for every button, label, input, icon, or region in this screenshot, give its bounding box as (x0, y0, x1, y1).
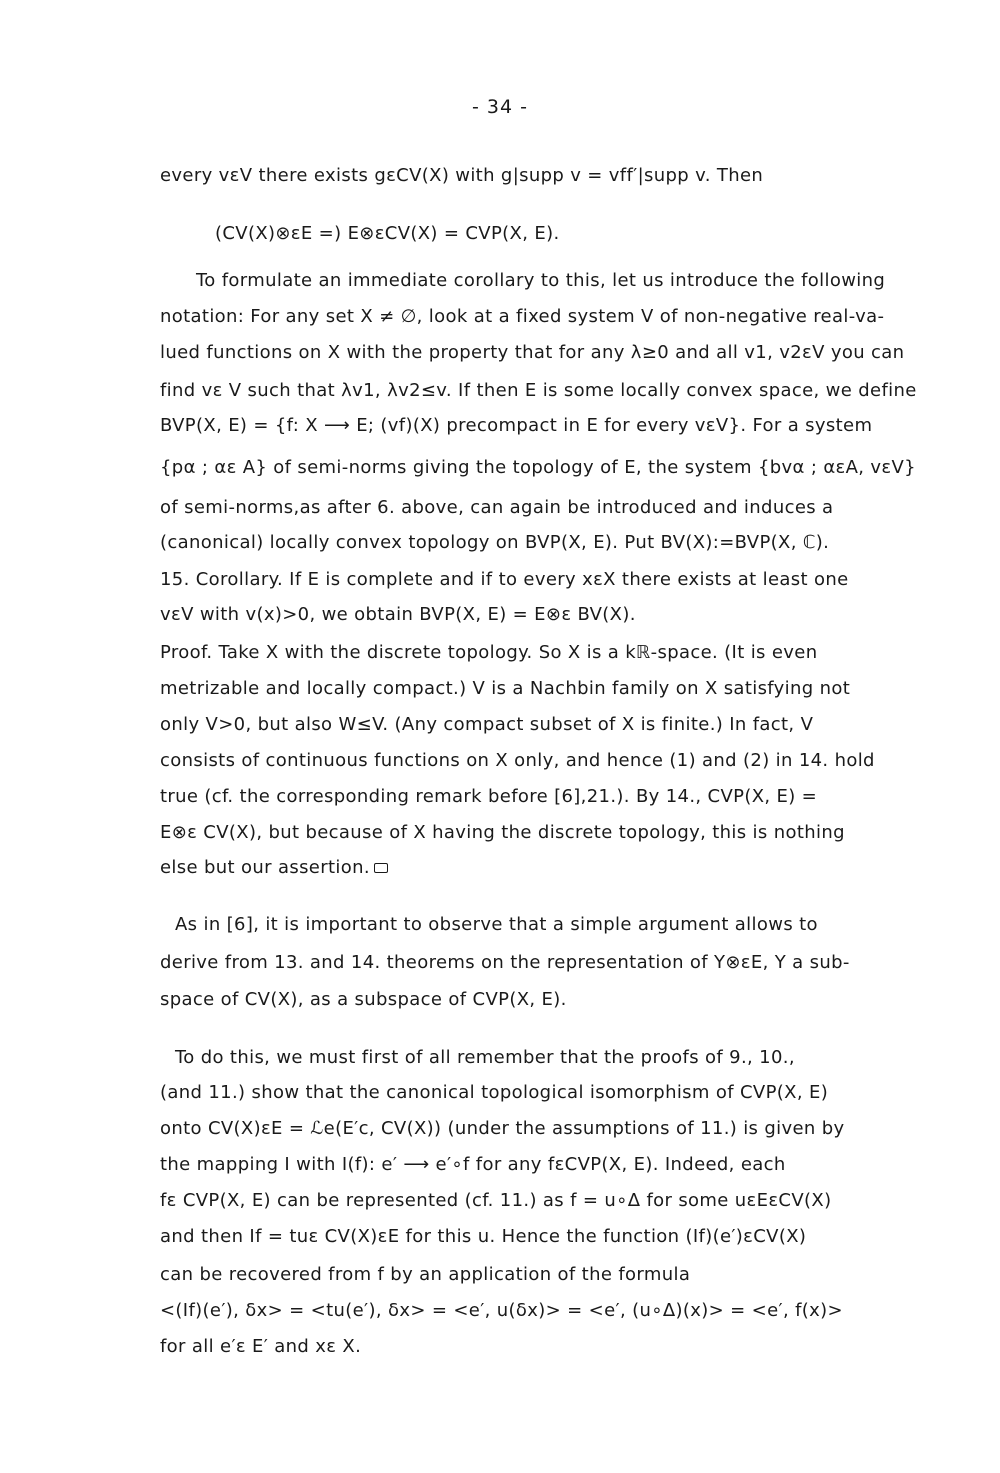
page-number: - 34 - (472, 96, 528, 118)
text-line: vεV with v(x)>0, we obtain BVP(X, E) = E⊗ε BV(X). (160, 604, 636, 625)
text-line: derive from 13. and 14. theorems on the representation of Y⊗εE, Y a sub- (160, 952, 850, 973)
qed-box-icon (374, 863, 388, 873)
text-line: To do this, we must first of all remember that the proofs of 9., 10., (175, 1047, 795, 1068)
text-line: fε CVP(X, E) can be represented (cf. 11.) as f = u∘Δ for some uεEεCV(X) (160, 1190, 832, 1211)
text-line: only V>0, but also W≤V. (Any compact subset of X is finite.) In fact, V (160, 714, 814, 735)
text-line-with-qed (160, 855, 975, 881)
text-line: and then If = tuε CV(X)εE for this u. Hence the function (If)(e′)εCV(X) (160, 1226, 807, 1247)
text-line: notation: For any set X ≠ ∅, look at a fixed system V of non-negative real-va- (160, 306, 885, 327)
text-line: (canonical) locally convex topology on BVP(X, E). Put BV(X):=BVP(X, ℂ). (160, 532, 830, 553)
text-line: consists of continuous functions on X only, and hence (1) and (2) in 14. hold (160, 750, 875, 771)
text-line: can be recovered from f by an application of the formula (160, 1264, 691, 1285)
text-line: To formulate an immediate corollary to this, let us introduce the following (196, 270, 886, 291)
proof-heading-line: Proof. Take X with the discrete topology. So X is a kℝ-space. (It is even (160, 642, 818, 663)
text-line: lued functions on X with the property that for any λ≥0 and all v1, v2εV you can (160, 342, 905, 363)
text-line: space of CV(X), as a subspace of CVP(X, E). (160, 989, 567, 1010)
text-line: As in [6], it is important to observe that a simple argument allows to (175, 914, 818, 935)
text-line: for all e′ε E′ and xε X. (160, 1336, 362, 1357)
text-line: every vεV there exists gεCV(X) with g|supp v = vff′|supp v. Then (160, 165, 764, 186)
text-span: else but our assertion. (160, 857, 370, 878)
text-line: onto CV(X)εE = ℒe(E′c, CV(X)) (under the assumptions of 11.) is given by (160, 1118, 845, 1139)
formula-line: (CV(X)⊗εE =) E⊗εCV(X) = CVP(X, E). (215, 223, 560, 244)
text-line: (and 11.) show that the canonical topological isomorphism of CVP(X, E) (160, 1082, 829, 1103)
text-line: the mapping I with I(f): e′ ⟶ e′∘f for any fεCVP(X, E). Indeed, each (160, 1154, 786, 1175)
text-line: E⊗ε CV(X), but because of X having the discrete topology, this is nothing (160, 822, 845, 843)
formula-line: <(If)(e′), δx> = <tu(e′), δx> = <e′, u(δx)> = <e′, (u∘Δ)(x)> = <e′, f(x)> (160, 1300, 843, 1321)
corollary-heading-line: 15. Corollary. If E is complete and if to every xεX there exists at least one (160, 569, 849, 590)
text-line: {pα ; αε A} of semi-norms giving the topology of E, the system {bvα ; αεA, vεV} (160, 457, 916, 478)
text-line: of semi-norms,as after 6. above, can again be introduced and induces a (160, 497, 834, 518)
text-line: true (cf. the corresponding remark before [6],21.). By 14., CVP(X, E) = (160, 786, 818, 807)
text-line: metrizable and locally compact.) V is a Nachbin family on X satisfying not (160, 678, 851, 699)
text-line: find vε V such that λv1, λv2≤v. If then E is some locally convex space, we define (160, 380, 917, 401)
text-line: BVP(X, E) = {f: X ⟶ E; (vf)(X) precompact in E for every vεV}. For a system (160, 415, 873, 436)
